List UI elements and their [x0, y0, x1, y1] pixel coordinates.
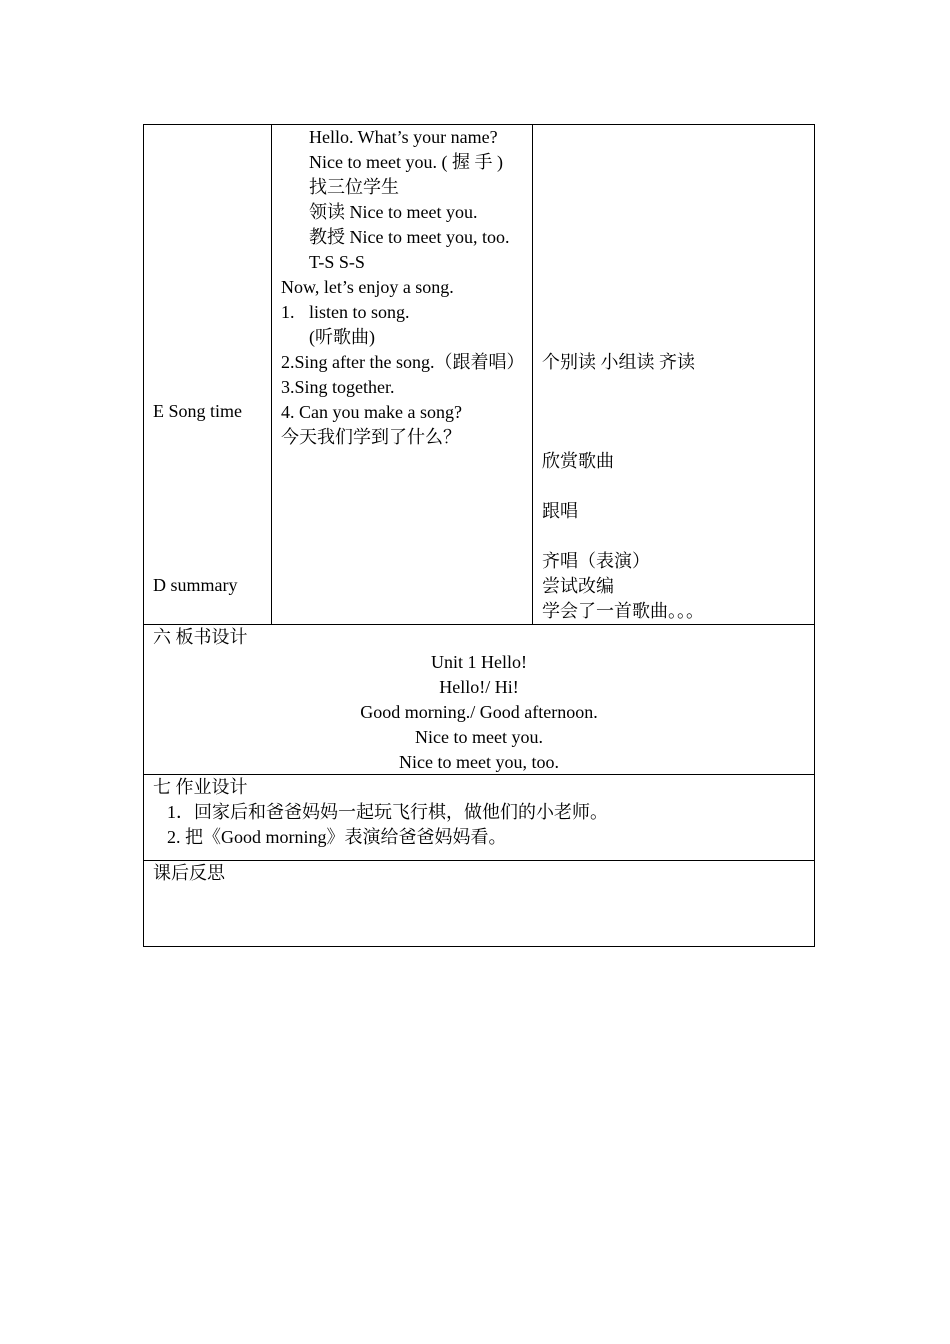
activity-line: Now, let’s enjoy a song.: [281, 277, 454, 297]
student-line: 个别读 小组读 齐读: [542, 352, 695, 372]
student-line: 齐唱（表演）: [542, 551, 650, 571]
stage-summary: D summary: [153, 575, 238, 595]
stage-song-time: E Song time: [153, 401, 242, 421]
activity-row: [144, 125, 814, 624]
homework-item: 1．回家后和爸爸妈妈一起玩飞行棋，做他们的小老师。: [167, 802, 608, 822]
activity-line: listen to song.: [309, 302, 410, 322]
student-activity-column: [533, 125, 814, 624]
activity-line: 找三位学生: [309, 177, 399, 197]
activity-line: 2.Sing after the song.（跟着唱）: [281, 352, 525, 372]
homework-item: 2. 把《Good morning》表演给爸爸妈妈看。: [167, 827, 507, 847]
stage-column: [144, 125, 272, 624]
activity-line: 教授 Nice to meet you, too.: [309, 227, 510, 247]
student-line: 欣赏歌曲: [542, 451, 614, 471]
board-design-row: [144, 624, 814, 774]
activity-line: Hello. What’s your name?: [309, 127, 498, 147]
board-line: Good morning./ Good afternoon.: [360, 702, 598, 722]
board-line: Hello!/ Hi!: [439, 677, 519, 697]
board-line: Nice to meet you.: [415, 727, 543, 747]
activity-line: (听歌曲): [309, 327, 375, 347]
board-design-heading: 六 板书设计: [153, 627, 248, 647]
activity-line: Nice to meet you. ( 握 手 ): [309, 152, 503, 172]
activity-line: 3.Sing together.: [281, 377, 395, 397]
activity-line: 领读 Nice to meet you.: [309, 202, 478, 222]
reflection-heading: 课后反思: [153, 863, 225, 883]
activity-line: T-S S-S: [309, 252, 365, 272]
teacher-activity-column: [272, 125, 533, 624]
lesson-plan-table: [143, 124, 815, 947]
activity-line: 4. Can you make a song?: [281, 402, 462, 422]
homework-heading: 七 作业设计: [153, 777, 248, 797]
board-line: Unit 1 Hello!: [431, 652, 527, 672]
activity-line: 今天我们学到了什么？: [281, 427, 461, 447]
board-line: Nice to meet you, too.: [399, 752, 559, 772]
student-line: 跟唱: [542, 501, 578, 521]
list-number: 1.: [281, 302, 295, 322]
reflection-row: [144, 860, 814, 946]
student-line: 尝试改编: [542, 576, 614, 596]
student-line: 学会了一首歌曲。。。: [542, 601, 704, 621]
homework-row: [144, 774, 814, 860]
